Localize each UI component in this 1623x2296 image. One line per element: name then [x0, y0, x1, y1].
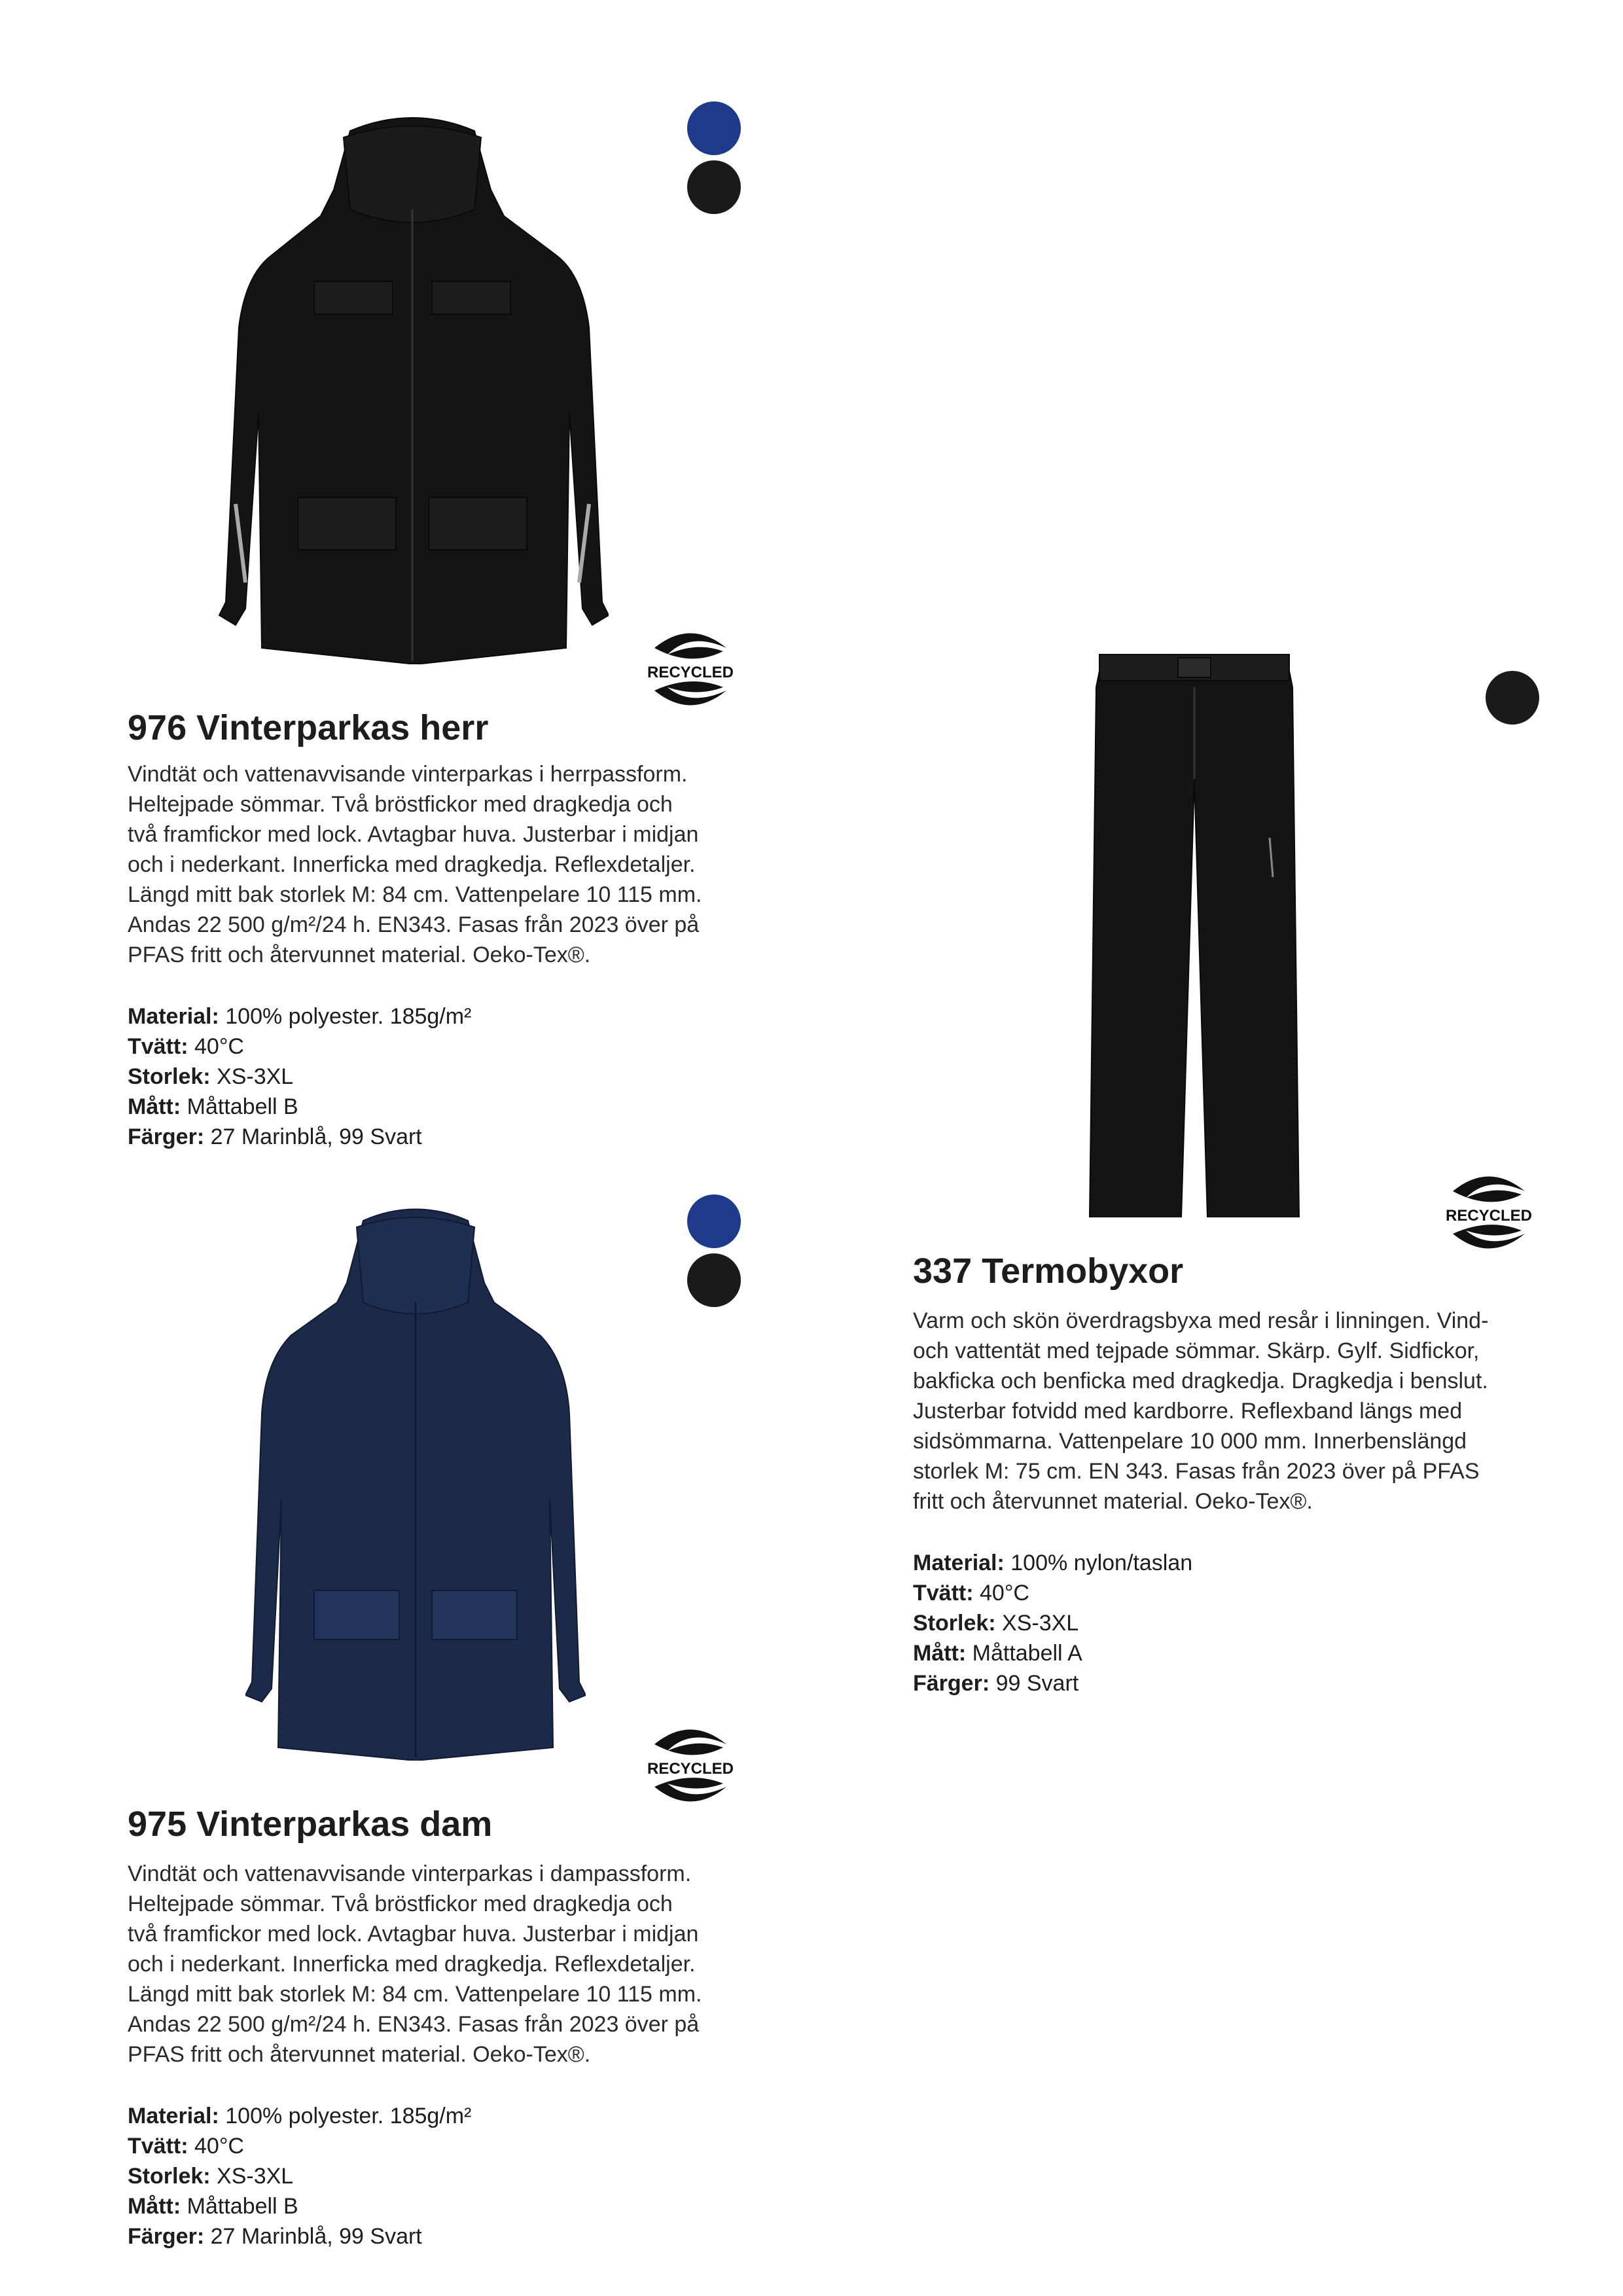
product-description: Varm och skön överdragsbyxa med resår i linningen. Vind- och vattentät med tejpade sömmar. Skärp. Gylf. Sidfickor, bakficka och benficka med dragkedja. Dragkedja i benslut. Justerbar fotvidd med kardborre. Reflexband längs med sidsömmarna. Vattenpelare 10 000 mm. Innerbenslängd storlek M: 75 cm. EN 343. Fasas från 2023 över på PFAS fritt och återvunnet material. Oeko-Tex®. [913, 1308, 1489, 1514]
recycled-leaf-icon [632, 1718, 749, 1816]
badge-label: RECYCLED [1445, 1207, 1533, 1225]
color-swatch-navy[interactable] [687, 101, 741, 155]
color-swatch-navy[interactable] [687, 1194, 741, 1248]
recycled-leaf-icon [1430, 1165, 1548, 1263]
product-title: 337 Termobyxor [913, 1251, 1184, 1291]
recycled-badge [632, 1718, 749, 1816]
color-swatch-black[interactable] [1486, 671, 1539, 725]
recycled-badge [1430, 1165, 1548, 1263]
product-specs [913, 1548, 1192, 1698]
navy-parka-image [245, 1204, 586, 1761]
color-swatch-black[interactable] [687, 160, 741, 214]
spec-size: Storlek: XS-3XL [128, 1064, 294, 1089]
spec-wash: Tvätt: 40°C [128, 2134, 244, 2159]
black-parka-image [216, 111, 609, 664]
spec-wash: Tvätt: 40°C [913, 1581, 1029, 1605]
product-description: Vindtät och vattenavvisande vinterparkas i dampassform. Heltejpade sömmar. Två bröstfickor med dragkedja och två framfickor med lock. Avtagbar huva. Justerbar i midjan och i nederkant. Innerficka med dragkedja. Reflexdetaljer. Längd mitt bak storlek M: 84 cm. Vattenpelare 10 115 mm. Andas 22 500 g/m²/24 h. EN343. Fasas från 2023 över på PFAS fritt och återvunnet material. Oeko-Tex®. [128, 1861, 702, 2067]
recycled-leaf-icon [632, 622, 749, 720]
product-description: Vindtät och vattenavvisande vinterparkas i herrpassform. Heltejpade sömmar. Två bröstfickor med dragkedja och två framfickor med lock. Avtagbar huva. Justerbar i midjan och i nederkant. Innerficka med dragkedja. Reflexdetaljer. Längd mitt bak storlek M: 84 cm. Vattenpelare 10 115 mm. Andas 22 500 g/m²/24 h. EN343. Fasas från 2023 över på PFAS fritt och återvunnet material. Oeko-Tex®. [128, 762, 702, 967]
spec-measure: Mått: Måttabell B [128, 1094, 298, 1119]
badge-label: RECYCLED [647, 664, 734, 681]
spec-material: Material: 100% nylon/taslan [913, 1551, 1193, 1575]
spec-size: Storlek: XS-3XL [913, 1611, 1079, 1636]
spec-material: Material: 100% polyester. 185g/m² [128, 2104, 472, 2128]
badge-label: RECYCLED [647, 1760, 734, 1778]
product-title: 975 Vinterparkas dam [128, 1804, 493, 1844]
recycled-badge [632, 622, 749, 720]
black-pants-image [1080, 648, 1309, 1217]
spec-wash: Tvätt: 40°C [128, 1034, 244, 1059]
product-specs [128, 1001, 471, 1152]
spec-size: Storlek: XS-3XL [128, 2164, 294, 2189]
spec-measure: Mått: Måttabell B [128, 2194, 298, 2219]
color-swatch-black[interactable] [687, 1253, 741, 1307]
spec-colors: Färger: 99 Svart [913, 1671, 1079, 1696]
spec-colors: Färger: 27 Marinblå, 99 Svart [128, 2224, 422, 2249]
product-specs [128, 2101, 471, 2251]
product-title: 976 Vinterparkas herr [128, 708, 489, 747]
spec-measure: Mått: Måttabell A [913, 1641, 1082, 1666]
spec-colors: Färger: 27 Marinblå, 99 Svart [128, 1124, 422, 1149]
spec-material: Material: 100% polyester. 185g/m² [128, 1004, 472, 1029]
